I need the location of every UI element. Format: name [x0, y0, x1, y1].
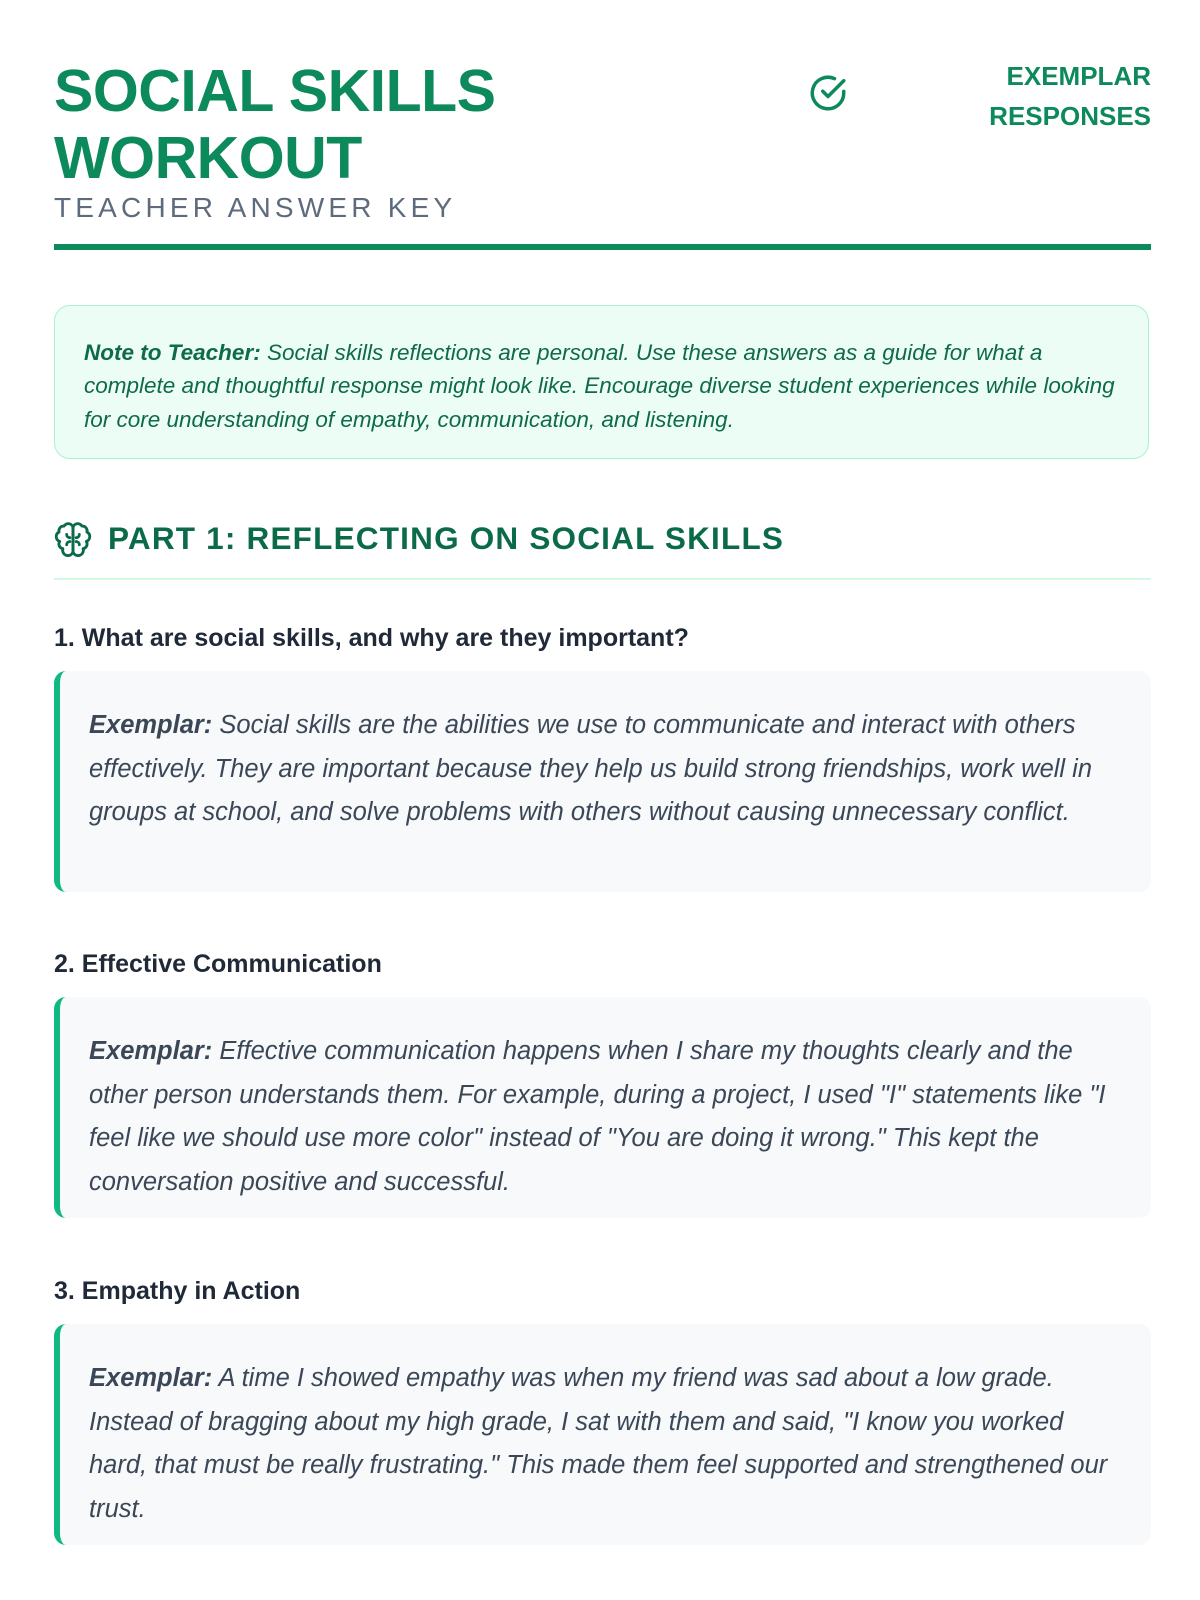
answer-1-box — [54, 671, 1151, 892]
exemplar-label: Exemplar: — [89, 1364, 213, 1392]
answer-2-box — [54, 997, 1151, 1218]
question-2-heading: 2. Effective Communication — [54, 950, 382, 978]
title-line-1: SOCIAL SKILLS — [54, 58, 496, 124]
header-divider — [54, 244, 1151, 250]
exemplar-label: Exemplar: — [89, 711, 213, 739]
check-circle-icon — [807, 72, 849, 114]
teacher-note-label: Note to Teacher: — [84, 340, 261, 365]
teacher-note-text: Social skills reflections are personal. Use these answers as a guide for what a complete and thoughtful response might look like. Encourage diverse student experiences while looking for core understanding of empathy, communication, and listening. — [84, 340, 1115, 432]
section-title: PART 1: REFLECTING ON SOCIAL SKILLS — [108, 520, 785, 556]
answer-3-text: A time I showed empathy was when my friend was sad about a low grade. Instead of bragging about my high grade, I sat with them and said, "I know you worked hard, that must be really frustrating." This made them feel supported and strengthened our trust. — [89, 1364, 1108, 1523]
teacher-note — [54, 305, 1149, 459]
exemplar-responses-label — [989, 56, 1151, 136]
answer-1-text: Social skills are the abilities we use to communicate and interact with others effectively. They are important because they help us build strong friendships, work well in groups at school, and solve problems with others without causing unnecessary conflict. — [89, 711, 1093, 826]
exemplar-label-line-2: RESPONSES — [989, 101, 1151, 131]
question-1-heading: 1. What are social skills, and why are they important? — [54, 624, 689, 652]
title-line-2: WORKOUT — [54, 125, 362, 191]
page-title — [54, 58, 1151, 192]
answer-2-text: Effective communication happens when I share my thoughts clearly and the other person understands them. For example, during a project, I used "I" statements like "I feel like we should use more color" instead of "You are doing it wrong." This kept the conversation positive and successful. — [89, 1037, 1106, 1196]
page-subtitle: TEACHER ANSWER KEY — [54, 192, 457, 223]
exemplar-label-line-1: EXEMPLAR — [1006, 61, 1151, 91]
exemplar-label: Exemplar: — [89, 1037, 213, 1065]
answer-3-box — [54, 1324, 1151, 1545]
brain-icon — [54, 521, 92, 559]
question-3-heading: 3. Empathy in Action — [54, 1277, 301, 1305]
page-header — [54, 58, 1151, 248]
section-header — [54, 516, 1151, 580]
